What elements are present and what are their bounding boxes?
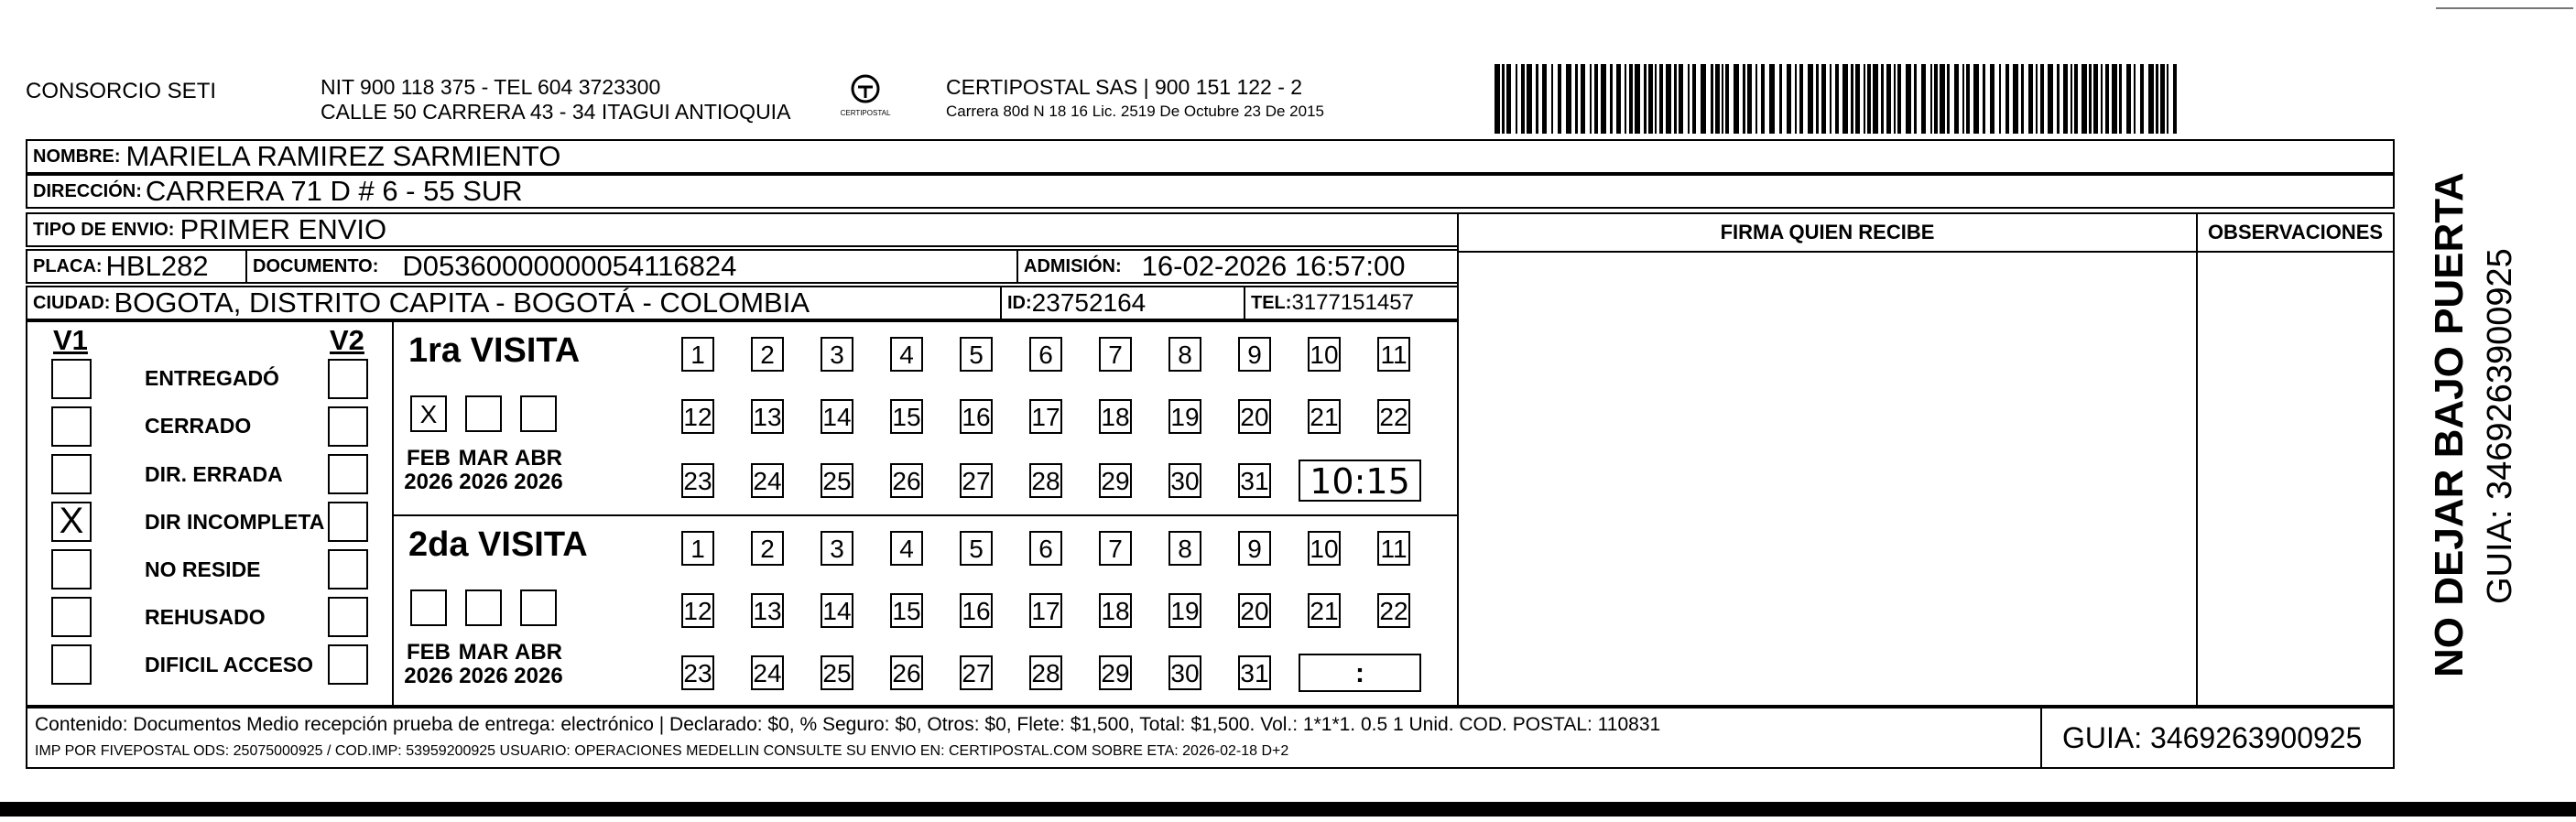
day-box[interactable]: 20 bbox=[1238, 593, 1271, 628]
address-line: CALLE 50 CARRERA 43 - 34 ITAGUI ANTIOQUIA bbox=[321, 100, 791, 124]
barcode-bar bbox=[2036, 64, 2038, 134]
barcode bbox=[1495, 64, 2179, 134]
direccion-row bbox=[26, 174, 2395, 209]
barcode-bar bbox=[1527, 64, 1532, 134]
tipo-row bbox=[26, 212, 1459, 247]
day-box[interactable]: 26 bbox=[890, 655, 923, 690]
v1-label: V1 bbox=[53, 324, 88, 356]
barcode-bar bbox=[2173, 64, 2177, 134]
barcode-bar bbox=[1973, 64, 1979, 134]
status-label: DIR INCOMPLETA bbox=[145, 510, 325, 534]
barcode-bar bbox=[1558, 64, 1561, 134]
barcode-bar bbox=[1940, 64, 1945, 134]
visit1-title: 1ra VISITA bbox=[408, 331, 581, 370]
barcode-bar bbox=[2156, 64, 2158, 134]
logo-icon bbox=[850, 73, 881, 104]
barcode-bar bbox=[1590, 64, 1592, 134]
tipo-label: TIPO DE ENVIO: bbox=[33, 219, 175, 240]
barcode-bar bbox=[1787, 64, 1791, 134]
barcode-bar bbox=[1610, 64, 1613, 134]
check-mark: X bbox=[419, 400, 438, 428]
barcode-bar bbox=[1894, 64, 1896, 134]
v2-checkbox[interactable] bbox=[328, 406, 368, 447]
barcode-bar bbox=[1566, 64, 1571, 134]
barcode-bar bbox=[2040, 64, 2044, 134]
certipostal-license: Carrera 80d N 18 16 Lic. 2519 De Octubre 23 De 2015 bbox=[946, 103, 1324, 120]
day-box[interactable]: 16 bbox=[960, 593, 993, 628]
barcode-bar bbox=[2028, 64, 2033, 134]
barcode-bar bbox=[1701, 64, 1706, 134]
nombre-value: MARIELA RAMIREZ SARMIENTO bbox=[125, 140, 561, 172]
v2-checkbox[interactable] bbox=[328, 549, 368, 589]
barcode-bar bbox=[1851, 64, 1853, 134]
divider bbox=[392, 514, 1459, 516]
nombre-label: NOMBRE: bbox=[33, 146, 121, 167]
documento-label: DOCUMENTO: bbox=[253, 255, 379, 276]
barcode-bar bbox=[2048, 64, 2053, 134]
day-box[interactable]: 8 bbox=[1168, 337, 1201, 372]
day-box[interactable]: 27 bbox=[960, 463, 993, 498]
ciudad-cell bbox=[27, 287, 1002, 319]
day-box[interactable]: 6 bbox=[1029, 337, 1062, 372]
barcode-bar bbox=[1692, 64, 1696, 134]
status-label: DIFICIL ACCESO bbox=[145, 653, 314, 676]
barcode-bar bbox=[1934, 64, 1938, 134]
barcode-bar bbox=[1830, 64, 1831, 134]
barcode-bar bbox=[1747, 64, 1752, 134]
month-checkbox-feb[interactable] bbox=[410, 589, 447, 626]
barcode-bar bbox=[1743, 64, 1745, 134]
status-label: DIR. ERRADA bbox=[145, 462, 283, 486]
barcode-bar bbox=[2005, 64, 2009, 134]
admision-label: ADMISIÓN: bbox=[1024, 255, 1122, 276]
barcode-bar bbox=[1962, 64, 1964, 134]
barcode-bar bbox=[1542, 64, 1547, 134]
v2-label: V2 bbox=[330, 324, 364, 356]
tel-value: 3177151457 bbox=[1291, 290, 1414, 315]
day-box[interactable]: 14 bbox=[821, 593, 853, 628]
barcode-bar bbox=[1674, 64, 1677, 134]
visit2-title: 2da VISITA bbox=[408, 525, 588, 564]
barcode-bar bbox=[1502, 64, 1505, 134]
ciudad-label: CIUDAD: bbox=[33, 292, 111, 313]
barcode-bar bbox=[2071, 64, 2072, 134]
barcode-bar bbox=[1734, 64, 1739, 134]
day-box[interactable]: 8 bbox=[1168, 531, 1201, 566]
barcode-bar bbox=[1575, 64, 1578, 134]
barcode-bar bbox=[1835, 64, 1839, 134]
day-box[interactable]: 12 bbox=[681, 593, 714, 628]
side-notice bbox=[2399, 165, 2573, 677]
v1-checkbox[interactable] bbox=[51, 406, 92, 447]
status-label: CERRADO bbox=[145, 414, 252, 438]
month-checkbox-feb[interactable] bbox=[410, 395, 447, 432]
month-label-feb: FEB 2026 bbox=[404, 446, 453, 494]
day-box[interactable]: 14 bbox=[821, 399, 853, 434]
day-box[interactable]: 1 bbox=[681, 337, 714, 372]
day-box[interactable]: 25 bbox=[821, 463, 853, 498]
bottom-edge bbox=[0, 802, 2576, 817]
barcode-bar bbox=[1799, 64, 1803, 134]
barcode-bar bbox=[1795, 64, 1797, 134]
day-box[interactable]: 26 bbox=[890, 463, 923, 498]
barcode-bar bbox=[1616, 64, 1621, 134]
placa-value: HBL282 bbox=[105, 250, 209, 282]
barcode-bar bbox=[1495, 64, 1500, 134]
barcode-bar bbox=[1715, 64, 1720, 134]
barcode-bar bbox=[1921, 64, 1926, 134]
day-box[interactable]: 31 bbox=[1238, 655, 1271, 690]
barcode-bar bbox=[1914, 64, 1917, 134]
documento-cell bbox=[247, 251, 1018, 282]
footer-guia: GUIA: 3469263900925 bbox=[2062, 721, 2363, 754]
day-box[interactable]: 21 bbox=[1308, 593, 1341, 628]
day-box[interactable]: 12 bbox=[681, 399, 714, 434]
day-box[interactable]: 28 bbox=[1029, 655, 1062, 690]
ciudad-row bbox=[26, 286, 1459, 320]
day-box[interactable]: 19 bbox=[1168, 399, 1201, 434]
day-box[interactable]: 29 bbox=[1099, 463, 1132, 498]
barcode-bar bbox=[2063, 64, 2068, 134]
day-box[interactable]: 25 bbox=[821, 655, 853, 690]
barcode-bar bbox=[1635, 64, 1640, 134]
divider bbox=[2040, 707, 2042, 769]
certipostal-name: CERTIPOSTAL SAS | 900 151 122 - 2 bbox=[946, 75, 1303, 99]
nombre-row bbox=[26, 139, 2395, 174]
day-box[interactable]: 10 bbox=[1308, 337, 1341, 372]
documento-value: D05360000000054116824 bbox=[402, 250, 737, 282]
barcode-bar bbox=[1779, 64, 1782, 134]
tel-cell bbox=[1245, 290, 1414, 316]
day-box[interactable]: 17 bbox=[1029, 593, 1062, 628]
admision-value: 16-02-2026 16:57:00 bbox=[1141, 250, 1406, 282]
firma-header: FIRMA QUIEN RECIBE bbox=[1459, 214, 2196, 253]
divider bbox=[392, 320, 394, 707]
day-box[interactable]: 2 bbox=[751, 531, 784, 566]
barcode-bar bbox=[2093, 64, 2098, 134]
barcode-bar bbox=[1521, 64, 1525, 134]
barcode-bar bbox=[1506, 64, 1511, 134]
day-box[interactable]: 10 bbox=[1308, 531, 1341, 566]
month-label-mar: MAR 2026 bbox=[458, 446, 509, 494]
v2-checkbox[interactable] bbox=[328, 359, 368, 399]
day-box[interactable]: 2 bbox=[751, 337, 784, 372]
barcode-bar bbox=[1659, 64, 1663, 134]
day-box[interactable]: 4 bbox=[890, 531, 923, 566]
month-checkbox-mar[interactable] bbox=[465, 395, 502, 432]
barcode-bar bbox=[2140, 64, 2144, 134]
barcode-bar bbox=[2013, 64, 2018, 134]
barcode-bar bbox=[2148, 64, 2154, 134]
barcode-bar bbox=[1655, 64, 1657, 134]
no-dejar-notice: NO DEJAR BAJO PUERTA bbox=[2427, 172, 2472, 677]
barcode-bar bbox=[1625, 64, 1626, 134]
barcode-bar bbox=[2089, 64, 2092, 134]
barcode-bar bbox=[1711, 64, 1713, 134]
barcode-bar bbox=[2119, 64, 2122, 134]
barcode-bar bbox=[1842, 64, 1848, 134]
barcode-bar bbox=[1551, 64, 1553, 134]
barcode-bar bbox=[1629, 64, 1633, 134]
barcode-bar bbox=[1855, 64, 1860, 134]
barcode-bar bbox=[2126, 64, 2131, 134]
barcode-bar bbox=[2160, 64, 2165, 134]
day-box[interactable]: 15 bbox=[890, 593, 923, 628]
day-box[interactable]: 30 bbox=[1168, 655, 1201, 690]
direccion-value: CARRERA 71 D # 6 - 55 SUR bbox=[145, 175, 523, 207]
day-box[interactable]: 16 bbox=[960, 399, 993, 434]
barcode-bar bbox=[2112, 64, 2117, 134]
barcode-bar bbox=[2167, 64, 2168, 134]
day-box[interactable]: 24 bbox=[751, 463, 784, 498]
v1-checkbox[interactable] bbox=[51, 597, 92, 637]
month-label-abr: ABR 2026 bbox=[514, 640, 563, 688]
barcode-bar bbox=[1761, 64, 1765, 134]
day-box[interactable]: 17 bbox=[1029, 399, 1062, 434]
day-box[interactable]: 3 bbox=[821, 337, 853, 372]
placa-label: PLACA: bbox=[33, 255, 103, 276]
barcode-bar bbox=[1516, 64, 1517, 134]
day-box[interactable]: 3 bbox=[821, 531, 853, 566]
barcode-bar bbox=[1666, 64, 1671, 134]
barcode-bar bbox=[1594, 64, 1598, 134]
barcode-bar bbox=[1990, 64, 1994, 134]
company-name: CONSORCIO SETI bbox=[26, 79, 217, 103]
certipostal-logo bbox=[829, 73, 902, 117]
footer-imp-line: IMP POR FIVEPOSTAL ODS: 25075000925 / COD.IMP: 53959200925 USUARIO: OPERACIONES MEDELLIN CONSULTE SU ENVIO EN: CERTIPOSTAL.COM SOBRE ETA: 2026-02-18 D+2 bbox=[35, 743, 1289, 759]
check-mark: X bbox=[59, 501, 84, 541]
day-box[interactable]: 19 bbox=[1168, 593, 1201, 628]
id-label: ID: bbox=[1007, 292, 1032, 313]
barcode-bar bbox=[1816, 64, 1819, 134]
v1-checkbox[interactable] bbox=[51, 502, 92, 542]
day-box[interactable]: 5 bbox=[960, 531, 993, 566]
barcode-bar bbox=[1954, 64, 1959, 134]
day-box[interactable]: 22 bbox=[1377, 593, 1410, 628]
barcode-bar bbox=[1688, 64, 1690, 134]
day-box[interactable]: 29 bbox=[1099, 655, 1132, 690]
barcode-bar bbox=[1983, 64, 1985, 134]
v1-checkbox[interactable] bbox=[51, 549, 92, 589]
barcode-bar bbox=[1906, 64, 1911, 134]
barcode-bar bbox=[2134, 64, 2136, 134]
tel-label: TEL: bbox=[1251, 292, 1292, 313]
status-label: NO RESIDE bbox=[145, 557, 261, 581]
month-checkbox-abr[interactable] bbox=[520, 395, 557, 432]
status-label: REHUSADO bbox=[145, 605, 266, 629]
barcode-bar bbox=[1679, 64, 1683, 134]
ciudad-value: BOGOTA, DISTRITO CAPITA - BOGOTÁ - COLOMBIA bbox=[114, 287, 810, 319]
barcode-bar bbox=[1808, 64, 1813, 134]
barcode-bar bbox=[1769, 64, 1775, 134]
visit2-time-field[interactable]: : bbox=[1299, 654, 1421, 692]
company-info bbox=[321, 75, 790, 124]
day-box[interactable]: 18 bbox=[1099, 399, 1132, 434]
day-box[interactable]: 24 bbox=[751, 655, 784, 690]
placa-row bbox=[26, 249, 1459, 284]
logo-text: CERTIPOSTAL bbox=[840, 109, 891, 117]
barcode-bar bbox=[1966, 64, 1970, 134]
day-box[interactable]: 9 bbox=[1238, 531, 1271, 566]
day-box[interactable]: 9 bbox=[1238, 337, 1271, 372]
visit1-time-field[interactable]: 10:15 bbox=[1299, 460, 1421, 502]
placa-cell bbox=[27, 251, 247, 282]
barcode-bar bbox=[1648, 64, 1653, 134]
footer bbox=[26, 707, 2395, 769]
month-label-feb: FEB 2026 bbox=[404, 640, 453, 688]
barcode-bar bbox=[1536, 64, 1538, 134]
barcode-bar bbox=[2057, 64, 2060, 134]
barcode-bar bbox=[1886, 64, 1891, 134]
day-box[interactable]: 7 bbox=[1099, 337, 1132, 372]
day-box[interactable]: 7 bbox=[1099, 531, 1132, 566]
barcode-bar bbox=[1897, 64, 1901, 134]
status-label: ENTREGADÓ bbox=[145, 366, 279, 390]
barcode-bar bbox=[1581, 64, 1585, 134]
barcode-bar bbox=[1821, 64, 1826, 134]
footer-content-line: Contenido: Documentos Medio recepción prueba de entrega: electrónico | Declarado: $0, % Seguro: $0, Otros: $0, Flete: $1,500, Total: $1,500. Vol.: 1*1*1. 0.5 1 Unid. COD. POSTAL: 110831 bbox=[35, 714, 1661, 735]
top-edge-line bbox=[2436, 7, 2573, 9]
v2-checkbox[interactable] bbox=[328, 502, 368, 542]
month-label-mar: MAR 2026 bbox=[458, 640, 509, 688]
day-box[interactable]: 30 bbox=[1168, 463, 1201, 498]
barcode-bar bbox=[2101, 64, 2103, 134]
direccion-label: DIRECCIÓN: bbox=[33, 180, 142, 201]
day-box[interactable]: 31 bbox=[1238, 463, 1271, 498]
admision-cell bbox=[1018, 250, 1406, 283]
barcode-bar bbox=[1601, 64, 1606, 134]
day-box[interactable]: 21 bbox=[1308, 399, 1341, 434]
day-box[interactable]: 18 bbox=[1099, 593, 1132, 628]
observaciones-column bbox=[2196, 212, 2395, 707]
barcode-bar bbox=[1947, 64, 1950, 134]
barcode-bar bbox=[1881, 64, 1884, 134]
v1-checkbox[interactable] bbox=[51, 359, 92, 399]
side-guia: GUIA: 3469263900925 bbox=[2481, 248, 2519, 604]
barcode-bar bbox=[1867, 64, 1871, 134]
barcode-bar bbox=[1999, 64, 2001, 134]
day-box[interactable]: 1 bbox=[681, 531, 714, 566]
day-box[interactable]: 11 bbox=[1377, 531, 1410, 566]
id-value: 23752164 bbox=[1031, 288, 1147, 317]
day-box[interactable]: 20 bbox=[1238, 399, 1271, 434]
barcode-bar bbox=[2081, 64, 2087, 134]
day-box[interactable]: 5 bbox=[960, 337, 993, 372]
day-box[interactable]: 28 bbox=[1029, 463, 1062, 498]
day-box[interactable]: 27 bbox=[960, 655, 993, 690]
barcode-bar bbox=[1755, 64, 1757, 134]
month-checkbox-abr[interactable] bbox=[520, 589, 557, 626]
v2-checkbox[interactable] bbox=[328, 454, 368, 494]
barcode-bar bbox=[2074, 64, 2078, 134]
nit-line: NIT 900 118 375 - TEL 604 3723300 bbox=[321, 75, 661, 99]
observaciones-header: OBSERVACIONES bbox=[2198, 214, 2393, 253]
certipostal-info bbox=[946, 75, 1324, 121]
day-box[interactable]: 6 bbox=[1029, 531, 1062, 566]
v1-checkbox[interactable] bbox=[51, 454, 92, 494]
v1-checkbox[interactable] bbox=[51, 644, 92, 685]
v2-checkbox[interactable] bbox=[328, 644, 368, 685]
barcode-bar bbox=[1873, 64, 1878, 134]
id-cell bbox=[1002, 287, 1245, 319]
day-box[interactable]: 22 bbox=[1377, 399, 1410, 434]
barcode-bar bbox=[2105, 64, 2109, 134]
day-box[interactable]: 23 bbox=[681, 655, 714, 690]
day-box[interactable]: 13 bbox=[751, 399, 784, 434]
day-box[interactable]: 11 bbox=[1377, 337, 1410, 372]
barcode-bar bbox=[1722, 64, 1723, 134]
barcode-bar bbox=[1644, 64, 1647, 134]
day-box[interactable]: 23 bbox=[681, 463, 714, 498]
day-box[interactable]: 4 bbox=[890, 337, 923, 372]
tipo-value: PRIMER ENVIO bbox=[179, 213, 387, 245]
day-box[interactable]: 13 bbox=[751, 593, 784, 628]
day-box[interactable]: 15 bbox=[890, 399, 923, 434]
month-label-abr: ABR 2026 bbox=[514, 446, 563, 494]
v2-checkbox[interactable] bbox=[328, 597, 368, 637]
barcode-bar bbox=[1864, 64, 1865, 134]
barcode-bar bbox=[1930, 64, 1932, 134]
firma-column bbox=[1457, 212, 2198, 707]
barcode-bar bbox=[2021, 64, 2024, 134]
barcode-bar bbox=[1725, 64, 1729, 134]
month-checkbox-mar[interactable] bbox=[465, 589, 502, 626]
